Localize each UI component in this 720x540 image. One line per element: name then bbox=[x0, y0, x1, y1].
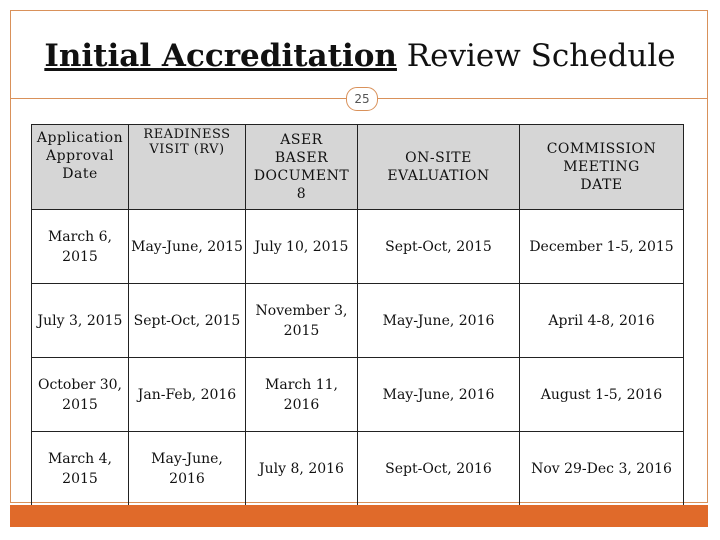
cell-line: 2015 bbox=[62, 248, 98, 265]
cell-aser-document bbox=[246, 210, 358, 284]
cell-onsite-evaluation bbox=[358, 284, 520, 358]
schedule-table bbox=[31, 124, 684, 506]
cell-line: November 3, bbox=[255, 302, 348, 319]
cell-line: December 1-5, 2015 bbox=[529, 238, 674, 255]
table-row bbox=[32, 358, 684, 432]
header-line: 8 bbox=[296, 186, 307, 202]
cell-line: July 10, 2015 bbox=[254, 238, 349, 255]
cell-readiness-visit bbox=[129, 210, 246, 284]
header-line: READINESS bbox=[143, 127, 231, 142]
cell-application-date bbox=[32, 432, 129, 506]
cell-readiness-visit bbox=[129, 358, 246, 432]
header-row bbox=[32, 125, 684, 210]
cell-aser-document bbox=[246, 284, 358, 358]
cell-aser-document bbox=[246, 358, 358, 432]
header-line: ON-SITE bbox=[405, 150, 472, 166]
header-line: Date bbox=[62, 166, 98, 182]
cell-commission-meeting bbox=[520, 210, 684, 284]
cell-onsite-evaluation bbox=[358, 432, 520, 506]
cell-line: 2015 bbox=[62, 396, 98, 413]
cell-line: July 8, 2016 bbox=[259, 460, 344, 477]
footer-accent-bar bbox=[10, 505, 708, 527]
header-line: COMMISSION bbox=[546, 141, 657, 157]
header-line: BASER bbox=[274, 150, 329, 166]
cell-application-date bbox=[32, 284, 129, 358]
cell-onsite-evaluation bbox=[358, 210, 520, 284]
cell-commission-meeting bbox=[520, 284, 684, 358]
cell-line: Sept-Oct, 2015 bbox=[133, 312, 241, 329]
cell-line: May-June, 2016 bbox=[382, 386, 495, 403]
table-row bbox=[32, 284, 684, 358]
cell-readiness-visit bbox=[129, 284, 246, 358]
title-rest: Review Schedule bbox=[396, 38, 676, 74]
header-line: Application bbox=[36, 130, 124, 146]
cell-onsite-evaluation bbox=[358, 358, 520, 432]
cell-line: 2015 bbox=[62, 470, 98, 487]
cell-line: March 11, 2016 bbox=[265, 376, 338, 413]
cell-line: Sept-Oct, 2016 bbox=[385, 460, 492, 477]
cell-aser-document bbox=[246, 432, 358, 506]
cell-application-date bbox=[32, 358, 129, 432]
cell-application-date bbox=[32, 210, 129, 284]
cell-line: 2015 bbox=[283, 322, 320, 339]
cell-line: August 1-5, 2016 bbox=[540, 386, 663, 403]
header-line: DOCUMENT bbox=[253, 168, 350, 184]
title-bold: Initial Accreditation bbox=[44, 38, 397, 74]
header-application-date bbox=[32, 125, 129, 210]
slide-number-badge: 25 bbox=[346, 87, 378, 111]
cell-line: April 4-8, 2016 bbox=[548, 312, 655, 329]
cell-line: 2016 bbox=[169, 470, 205, 487]
header-line: ASER bbox=[280, 132, 323, 148]
cell-line: Jan-Feb, 2016 bbox=[137, 386, 237, 403]
table-row bbox=[32, 210, 684, 284]
cell-line: May-June, 2015 bbox=[131, 238, 243, 255]
cell-line: March 4, bbox=[47, 450, 113, 467]
slide-title bbox=[0, 37, 720, 75]
cell-line: May-June, 2016 bbox=[382, 312, 495, 329]
header-commission-meeting bbox=[520, 125, 684, 210]
cell-commission-meeting bbox=[520, 432, 684, 506]
cell-line: July 3, 2015 bbox=[37, 312, 123, 329]
cell-line: October 30, bbox=[37, 376, 123, 393]
cell-readiness-visit bbox=[129, 432, 246, 506]
table-row bbox=[32, 432, 684, 506]
cell-commission-meeting bbox=[520, 358, 684, 432]
header-readiness-visit bbox=[129, 125, 246, 210]
header-line: VISIT (RV) bbox=[149, 142, 225, 157]
header-line: DATE bbox=[580, 177, 623, 193]
cell-line: Sept-Oct, 2015 bbox=[385, 238, 492, 255]
cell-line: March 6, bbox=[47, 228, 113, 245]
header-onsite-evaluation bbox=[358, 125, 520, 210]
header-line: MEETING bbox=[563, 159, 640, 175]
cell-line: Nov 29-Dec 3, 2016 bbox=[531, 460, 672, 477]
header-line: EVALUATION bbox=[387, 168, 490, 184]
cell-line: May-June, bbox=[151, 450, 223, 467]
header-aser-document bbox=[246, 125, 358, 210]
header-line: Approval bbox=[46, 148, 114, 164]
